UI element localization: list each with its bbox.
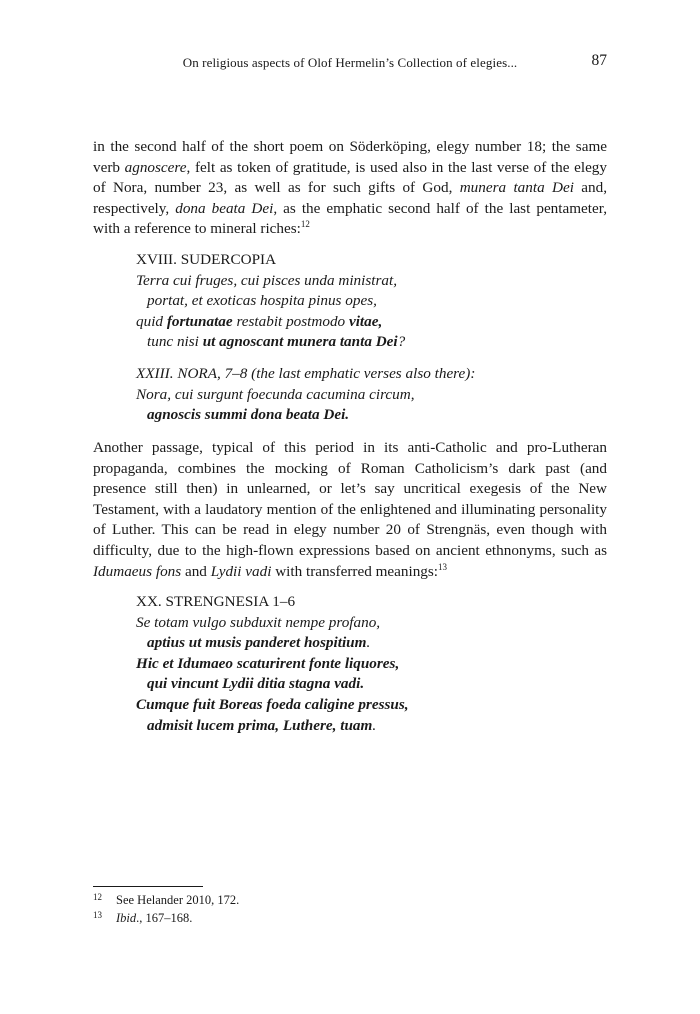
- footnote-ref-12[interactable]: 12: [300, 219, 310, 230]
- verse-block-sudercopia: [136, 250, 606, 353]
- footnote-ref-13[interactable]: 13: [438, 561, 448, 572]
- footnotes: [93, 892, 607, 927]
- verse-line: tunc nisi ut agnoscant munera tanta Dei?: [147, 333, 406, 351]
- verse-block-nora: [136, 364, 606, 426]
- footnote-12: [93, 892, 607, 910]
- verse-line: Terra cui fruges, cui pisces unda ministrat,: [136, 271, 398, 289]
- footnote-text: Ibid., 167–168.: [116, 910, 193, 925]
- footnote-13: [93, 910, 607, 928]
- verse-heading: XXIII. NORA, 7–8 (the last emphatic verses also there):: [136, 365, 476, 382]
- verse-line: Nora, cui surgunt foecunda cacumina circum,: [136, 385, 415, 403]
- running-title: On religious aspects of Olof Hermelin’s Collection of elegies...: [182, 55, 518, 70]
- verse-line: qui vincunt Lydii ditia stagna vadi.: [147, 675, 365, 693]
- page-header: [93, 52, 607, 74]
- footnote-number: 13: [93, 909, 102, 920]
- footnote-number: 12: [93, 892, 102, 902]
- paragraph-intro: in the second half of the short poem on Söderköping, elegy number 18; the same verb agnoscere, felt as token of gratitude, is used also in the last verse of the elegy of Nora, number 23, as well as for such gifts of God, munera tanta Dei and, respectively, dona beata Dei, as the emphatic second half of the last pentameter, with a reference to mineral riches:$^{12}$: [93, 138, 607, 238]
- footnote-text: See Helander 2010, 172.: [116, 893, 240, 907]
- verse-heading: XX. STRENGNESIA 1–6: [136, 593, 296, 610]
- verse-line: Hic et Idumaeo scaturirent fonte liquores,: [136, 654, 400, 672]
- footnote-divider: [93, 886, 203, 887]
- verse-line: admisit lucem prima, Luthere, tuam.: [147, 716, 377, 734]
- page-number: 87: [591, 52, 607, 69]
- verse-line: Se totam vulgo subduxit nempe profano,: [136, 613, 381, 631]
- verse-line: quid fortunatae restabit postmodo vitae,: [136, 312, 383, 330]
- verse-block-strengnesia: [136, 592, 606, 736]
- paragraph-passage: Another passage, typical of this period in its anti-Catholic and pro-Lutheran propaganda, combines the mocking of Roman Catholicism’s dark past (and presence still then) in unlearned, or let’s say uncritical exegesis of the New Testament, with a laudatory mention of the enlightened and illuminating personality of Luther. This can be read in elegy number 20 of Strengnäs, even though with difficulty, due to the high-flown expressions based on ancient ethnonyms, such as Idumaeus fons and Lydii vadi with transferred meanings:$^{13}$: [93, 439, 607, 580]
- verse-line: aptius ut musis panderet hospitium.: [147, 634, 371, 652]
- verse-heading: XVIII. SUDERCOPIA: [136, 251, 277, 268]
- verse-line: portat, et exoticas hospita pinus opes,: [147, 292, 377, 310]
- verse-line: agnoscis summi dona beata Dei.: [147, 406, 350, 424]
- verse-line: Cumque fuit Boreas foeda caligine pressus,: [136, 695, 409, 713]
